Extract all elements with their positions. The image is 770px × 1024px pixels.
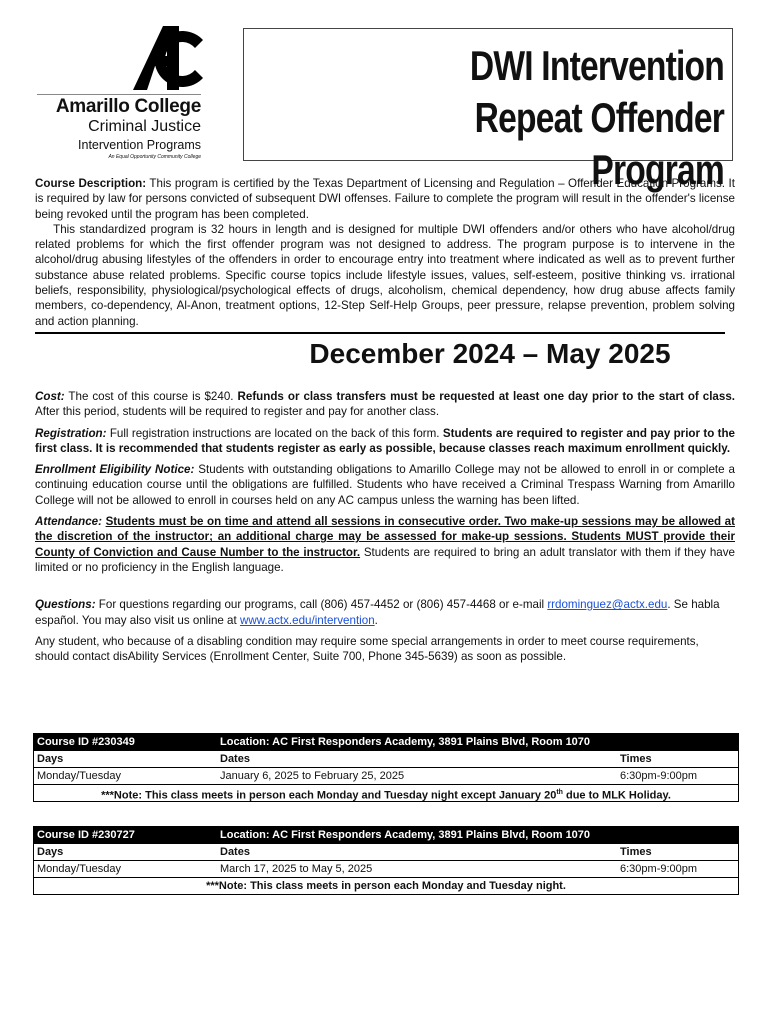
registration-label: Registration: [35,426,107,440]
days-header: Days [37,753,64,765]
days-header: Days [37,846,64,858]
course-header-row [34,827,738,844]
course-id: Course ID #230727 [37,829,135,841]
course-id: Course ID #230349 [37,736,135,748]
dates-cell: January 6, 2025 to February 25, 2025 [220,770,405,782]
description-label: Course Description: [35,177,147,190]
column-header-row [34,751,738,768]
logo-programs: Intervention Programs [78,138,201,152]
logo-divider [37,94,201,95]
attendance-section [35,514,735,575]
note-superscript: th [556,789,563,796]
course-location: Location: AC First Responders Academy, 3891 Plains Blvd, Room 1070 [220,829,591,841]
attendance-label: Attendance: [35,515,102,529]
column-header-row [34,844,738,861]
divider-rule [35,332,725,334]
times-header: Times [620,846,652,858]
questions-section [35,597,735,628]
cost-text-2: After this period, students will be required to register and pay for another class. [35,405,440,419]
title-line-2: Repeat Offender Program [474,94,724,193]
dates-cell: March 17, 2025 to May 5, 2025 [220,863,373,875]
logo-college: Amarillo College [55,96,201,117]
course-location: Location: AC First Responders Academy, 3891 Plains Blvd, Room 1070 [220,736,591,748]
title-box [243,28,733,193]
times-cell: 6:30pm-9:00pm [620,770,698,782]
ac-logo-icon [133,26,203,90]
disability-section: Any student, who because of a disabling condition may require some special arrangements in order to meet course requirements, should contact disAbility Services (Enrollment Center, Suite 700, Phone 345-5639) as soon as possible. [35,634,699,664]
course-table-230727 [33,826,739,895]
table-row [34,768,738,785]
questions-text-3: . [374,613,378,627]
dates-header: Dates [220,753,250,765]
description-text-2: This standardized program is 32 hours in length and is designed for multiple DWI offenders and/or others who have alcohol/drug related problems for which the first offender program was not designed to address. The program purpose is to intervene in the alcohol/drug abusing lifestyles of the offenders in order to encourage entry into treatment where indicated as well as to prevent further substance abuse related problems. Specific course topics include lifestyle issues, values, self-esteem, positive thinking vs. irrational beliefs, responsibility, physiological/psychological effects of drugs, alcoholism, chemical dependency, how drug abuse affects family members, co-dependency, Al-Anon, treatment options, 12-Step Self-Help Groups, peer pressure, relapse prevention, problem solving and action planning. [35,222,736,328]
registration-bold: Students are required to register and pay prior to the first class. It is recommended that students register as early as possible, because classes reach maximum enrollment quickly. [35,426,735,455]
attendance-bold: Students must be on time and attend all sessions in consecutive order. Two make-up sessions may be allowed at the discretion of the instructor; an additional charge may be assessed for make-up sessions. Students MUST provide their County of Conviction and Cause Number to the instructor. [35,515,735,559]
cost-section [35,389,735,420]
eligibility-text: Students with outstanding obligations to Amarillo College may not be allowed to enroll in or complete a continuing education course until the obligations are fulfilled. Students who have received a Criminal Trespass Warning from Amarillo College will not be allowed to enroll in courses held on any AC campus unless the warning has been lifted. [35,463,735,507]
times-cell: 6:30pm-9:00pm [620,863,698,875]
website-link[interactable]: www.actx.edu/intervention [239,613,375,627]
course-description [35,176,735,329]
eligibility-label: Enrollment Eligibility Notice: [35,463,195,477]
amarillo-college-logo [35,26,203,160]
logo-dept: Criminal Justice [88,118,201,135]
times-header: Times [620,753,652,765]
course-note [34,878,738,894]
email-link[interactable]: rrdominguez@actx.edu [547,598,668,612]
logo-tagline: An Equal Opportunity Community College [108,154,201,160]
description-text-1: This program is certified by the Texas Department of Licensing and Regulation – Offender Education Programs. It is required by law for persons convicted of subsequent DWI offenses. Failure to complete the program will result in the offender's license being revoked until the program has been completed. [35,177,735,221]
policy-sections [35,389,735,670]
dates-header: Dates [220,846,250,858]
registration-text: Full registration instructions are located on the back of this form. [106,426,443,440]
eligibility-section [35,462,735,508]
days-cell: Monday/Tuesday [37,863,121,875]
note-text: ***Note: This class meets in person each Monday and Tuesday night except January 20 [101,789,557,802]
note-text-2: due to MLK Holiday. [562,789,671,802]
course-table-230349 [33,733,739,802]
table-row [34,861,738,878]
course-header-row [34,734,738,751]
questions-text-2: . Se habla español. You may also visit us online at [35,598,720,627]
questions-text: For questions regarding our programs, call (806) 457-4452 or (806) 457-4468 or e-mail [95,598,548,612]
note-text: ***Note: This class meets in person each Monday and Tuesday night. [206,880,566,892]
cost-text: The cost of this course is $240. [64,390,238,403]
questions-label: Questions: [35,598,96,612]
course-note [34,785,738,801]
title-line-1: DWI Intervention [469,42,724,89]
registration-section [35,426,735,457]
cost-refund-policy: Refunds or class transfers must be requested at least one day prior to the start of class. [237,390,735,403]
cost-label: Cost: [35,390,65,403]
term-heading: December 2024 – May 2025 [309,338,671,369]
attendance-text: Students are required to bring an adult translator with them if they have limited or no proficiency in the English language. [35,545,735,574]
days-cell: Monday/Tuesday [37,770,121,782]
